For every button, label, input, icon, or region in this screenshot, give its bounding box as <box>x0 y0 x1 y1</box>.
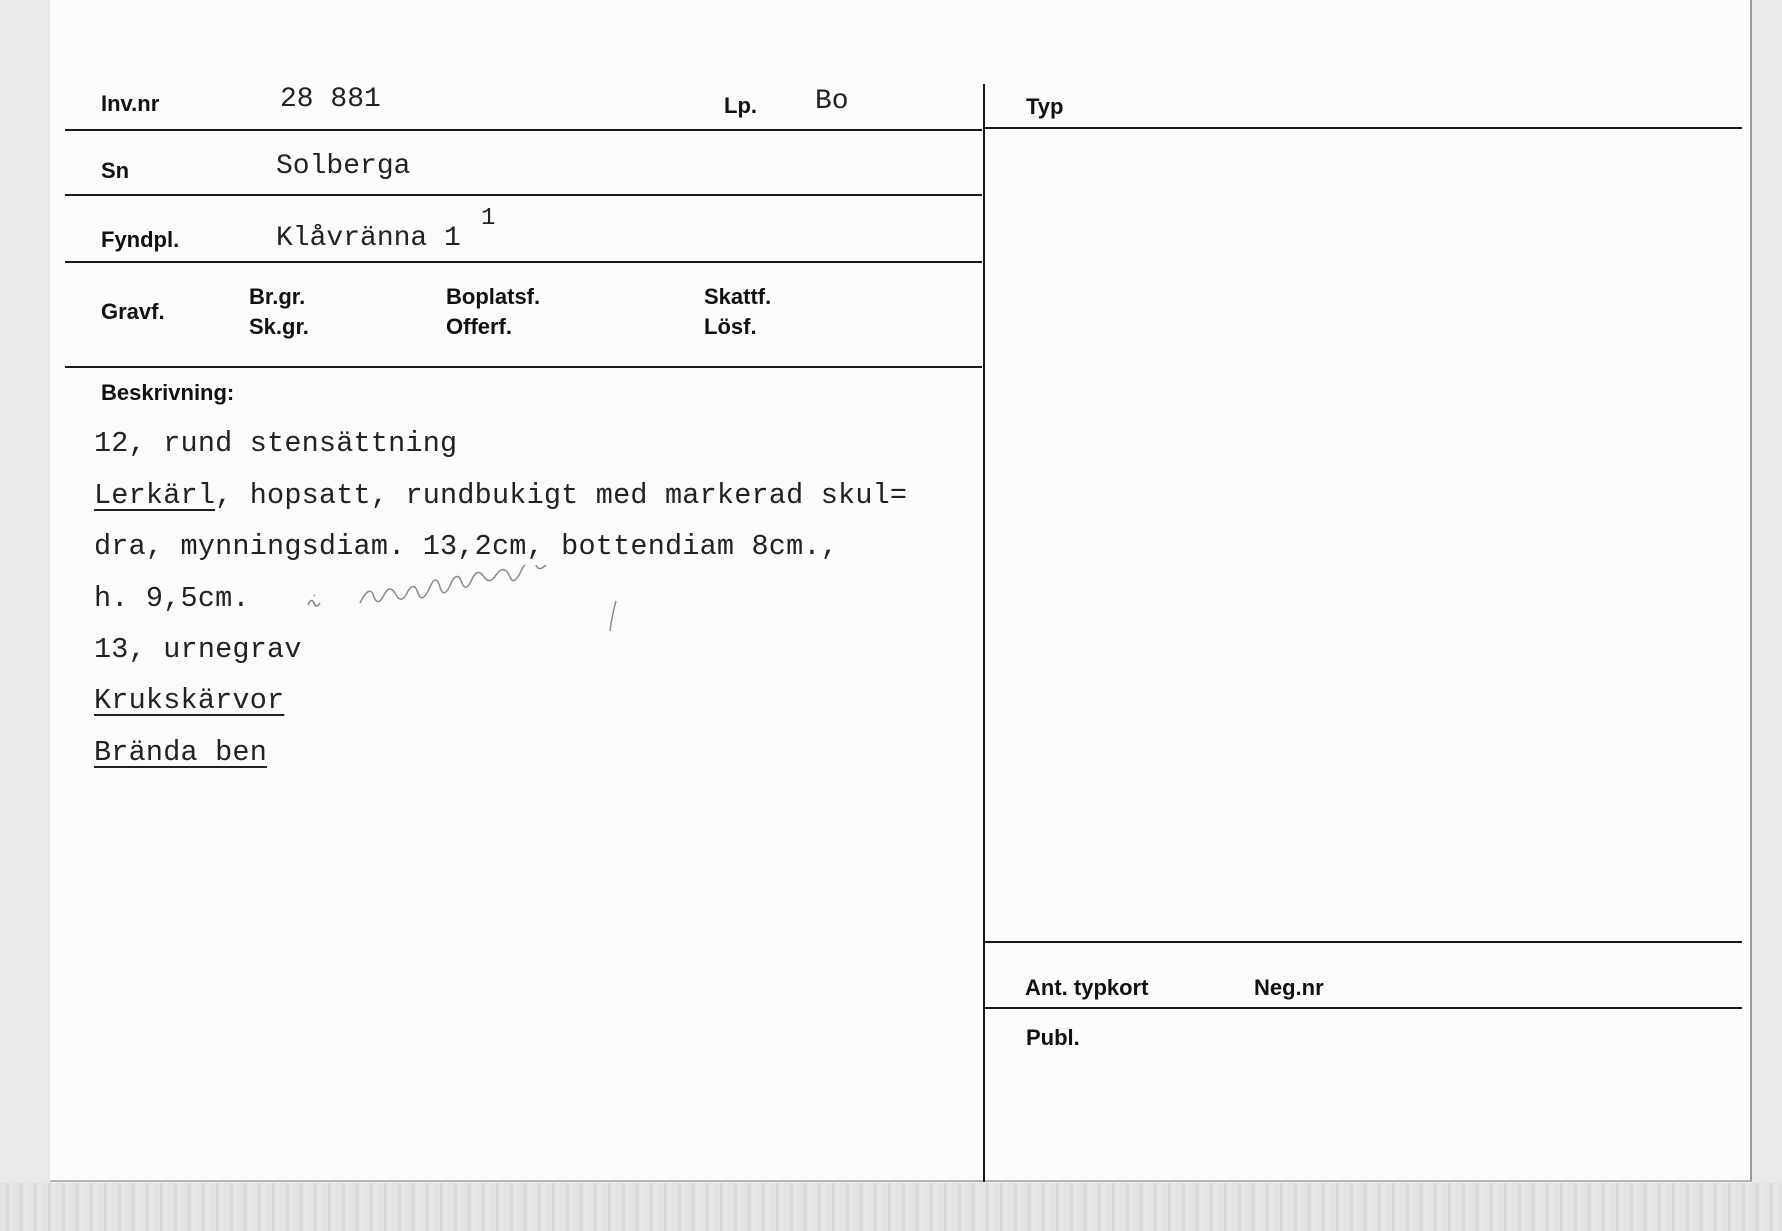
rule-fyndpl <box>65 261 982 263</box>
sn-label: Sn <box>101 158 130 183</box>
desc-line-3: dra, mynningsdiam. 13,2cm, bottendiam 8cm., <box>94 530 839 563</box>
inv-value: 28 881 <box>280 84 381 115</box>
neg-nr-label: Neg.nr <box>1254 975 1324 1000</box>
desc-line-6: Krukskärvor <box>94 684 285 717</box>
rule-ant-bottom <box>985 1007 1742 1009</box>
desc-lerkarl: Lerkärl <box>94 479 216 512</box>
publ-label: Publ. <box>1026 1025 1080 1050</box>
desc-line-5: 13, urnegrav <box>94 633 302 666</box>
handwritten-note <box>300 565 660 635</box>
rule-sn <box>65 194 982 196</box>
gravf-label: Gravf. <box>101 299 165 324</box>
fyndpl-label: Fyndpl. <box>101 227 180 252</box>
ant-typkort-label: Ant. typkort <box>1025 975 1149 1000</box>
lp-label: Lp. <box>724 93 757 118</box>
beskrivning-label: Beskrivning: <box>101 380 235 405</box>
fyndpl-superscript: 1 <box>481 205 496 232</box>
offerf-label: Offerf. <box>446 314 512 339</box>
lp-value: Bo <box>815 86 849 117</box>
rule-inv <box>65 129 982 131</box>
desc-line-2 <box>94 479 907 512</box>
desc-line-1: 12, rund stensättning <box>94 427 458 460</box>
losf-label: Lösf. <box>704 314 757 339</box>
rule-ant-top <box>985 941 1742 943</box>
desc-line-2-rest: , hopsatt, rundbukigt med markerad skul= <box>215 479 908 512</box>
column-divider <box>983 84 985 1182</box>
scan-edge <box>0 1183 1782 1231</box>
boplatsf-label: Boplatsf. <box>446 284 541 309</box>
rule-typ <box>985 127 1742 129</box>
sn-value: Solberga <box>276 151 411 182</box>
skgr-label: Sk.gr. <box>249 314 309 339</box>
skattf-label: Skattf. <box>704 284 772 309</box>
desc-line-4: h. 9,5cm. <box>94 582 250 615</box>
desc-line-7: Brända ben <box>94 736 268 769</box>
rule-gravf <box>65 366 982 368</box>
brgr-label: Br.gr. <box>249 284 306 309</box>
typ-label: Typ <box>1026 94 1064 119</box>
inv-label: Inv.nr <box>101 91 160 116</box>
fyndpl-value: Klåvränna 1 <box>276 223 461 254</box>
